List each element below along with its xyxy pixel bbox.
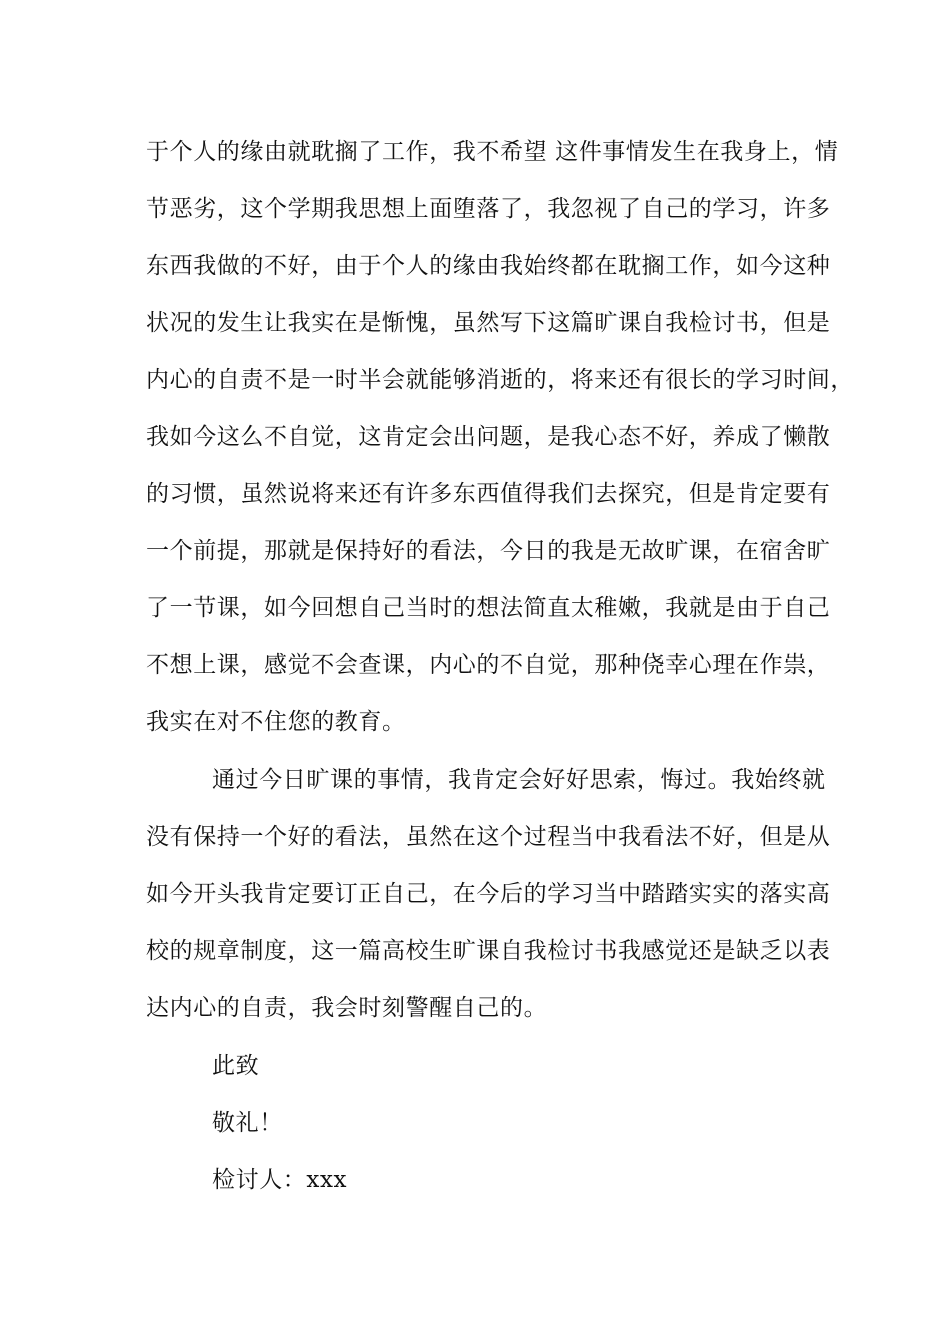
paragraph-1-line: 的习惯，虽然说将来还有许多东西值得我们去探究，但是肯定要有 [146,481,831,507]
paragraph-1-line: 于个人的缘由就耽搁了工作，我不希望 这件事情发生在我身上，情 [146,139,839,165]
paragraph-2-line: 达内心的自责，我会时刻警醒自己的。 [146,995,548,1021]
paragraph-2-line: 如今开头我肯定要订正自己，在今后的学习当中踏踏实实的落实高 [146,881,831,907]
paragraph-1-line: 内心的自责不是一时半会就能够消逝的，将来还有很长的学习时间， [146,367,854,393]
paragraph-1-line: 了一节课，如今回想自己当时的想法简直太稚嫩，我就是由于自己 [146,595,831,621]
paragraph-1-line: 不想上课，感觉不会查课，内心的不自觉，那种侥幸心理在作祟， [146,652,831,678]
paragraph-1-line: 我实在对不住您的教育。 [146,709,406,735]
paragraph-1-line: 东西我做的不好，由于个人的缘由我始终都在耽搁工作，如今这种 [146,253,831,279]
paragraph-1-line: 一个前提，那就是保持好的看法，今日的我是无故旷课，在宿舍旷 [146,538,831,564]
closing-respect: 敬礼！ [212,1110,283,1136]
paragraph-2-line: 通过今日旷课的事情，我肯定会好好思索，悔过。我始终就 [212,767,826,793]
paragraph-1-line: 节恶劣，这个学期我思想上面堕落了，我忽视了自己的学习，许多 [146,196,831,222]
paragraph-2-line: 校的规章制度，这一篇高校生旷课自我检讨书我感觉还是缺乏以表 [146,938,831,964]
signature-line: 检讨人：xxx [212,1167,348,1193]
paragraph-1-line: 我如今这么不自觉，这肯定会出问题，是我心态不好，养成了懒散 [146,424,831,450]
closing-salutation: 此致 [212,1053,260,1079]
paragraph-1-line: 状况的发生让我实在是惭愧，虽然写下这篇旷课自我检讨书，但是 [146,310,831,336]
paragraph-2-line: 没有保持一个好的看法，虽然在这个过程当中我看法不好，但是从 [146,824,831,850]
